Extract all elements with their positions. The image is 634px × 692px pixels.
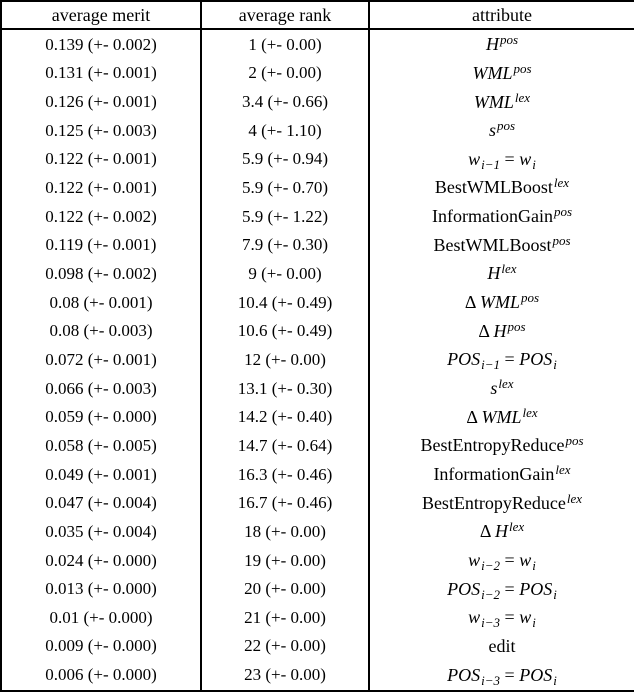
attribute-cell [369,460,634,489]
rank-cell: 19 (+- 0.00) [201,546,369,575]
attribute-segment: = [500,607,520,628]
merit-cell: 0.122 (+- 0.001) [1,174,201,203]
merit-cell: 0.08 (+- 0.003) [1,317,201,346]
attribute-segment: i−3 [481,615,501,631]
table-header [1,1,634,29]
rank-cell: 10.4 (+- 0.49) [201,288,369,317]
attribute-segment: POS [519,578,553,599]
attribute-segment: lex [555,462,571,478]
attribute-segment: i−2 [481,586,501,602]
attribute-segment: i [532,558,536,573]
attribute-segment: pos [552,232,571,248]
table-row [1,546,634,575]
merit-cell: 0.035 (+- 0.004) [1,518,201,547]
table-row [1,116,634,145]
table-row [1,59,634,88]
attribute-cell [369,374,634,403]
rank-cell: 21 (+- 0.00) [201,603,369,632]
merit-cell: 0.119 (+- 0.001) [1,231,201,260]
attribute-segment: InformationGain [431,206,553,227]
attribute-segment: s [490,378,498,399]
table-row [1,317,634,346]
attribute-segment: i−3 [481,672,501,688]
attribute-segment: lex [501,261,517,277]
attribute-segment: pos [565,433,584,449]
rank-cell: 10.6 (+- 0.49) [201,317,369,346]
rank-cell: 14.7 (+- 0.64) [201,432,369,461]
table-row [1,518,634,547]
attribute-segment: i [532,156,536,172]
attribute-segment: lex [522,404,538,420]
attribute-cell [369,518,634,547]
attribute-segment: lex [498,376,514,392]
table-row [1,403,634,432]
rank-cell: 1 (+- 0.00) [201,29,369,59]
attribute-segment: pos [496,118,516,134]
table-row [1,88,634,117]
merit-cell: 0.006 (+- 0.000) [1,661,201,691]
attribute-cell [369,174,634,203]
attribute-cell [369,231,634,260]
attribute-segment: i [553,672,557,688]
attribute-segment: Δ [478,320,494,341]
attribute-segment: pos [499,32,519,47]
attribute-segment: pos [521,290,540,306]
attribute-segment: BestWMLBoost [433,234,552,255]
rank-cell: 4 (+- 1.10) [201,116,369,145]
header-average-rank: average rank [201,1,369,29]
merit-cell: 0.072 (+- 0.001) [1,346,201,375]
merit-cell: 0.013 (+- 0.000) [1,575,201,604]
table-row [1,29,634,59]
header-row [1,1,634,29]
attribute-segment: BestEntropyReduce [420,435,565,456]
attribute-segment: i−1 [481,156,501,172]
rank-cell: 5.9 (+- 1.22) [201,202,369,231]
attribute-segment: i [532,615,536,631]
attribute-segment: POS [447,578,481,599]
rank-cell: 7.9 (+- 0.30) [201,231,369,260]
attribute-segment: w [519,550,532,570]
attribute-segment: lex [553,175,570,191]
rank-cell: 12 (+- 0.00) [201,346,369,375]
attribute-segment: w [519,607,532,628]
table-row [1,260,634,289]
attribute-cell [369,88,634,117]
attribute-segment: POS [519,664,553,685]
table-row [1,174,634,203]
attribute-segment: w [468,607,481,628]
attribute-cell [369,546,634,575]
attribute-segment: InformationGain [433,464,555,485]
attribute-segment: pos [513,60,532,76]
table-row [1,603,634,632]
rank-cell: 18 (+- 0.00) [201,518,369,547]
attribute-segment: w [468,550,481,570]
merit-cell: 0.058 (+- 0.005) [1,432,201,461]
table-row [1,489,634,518]
attribute-segment: BestEntropyReduce [421,492,566,513]
attribute-segment: = [500,664,520,685]
attribute-segment: i−2 [481,558,501,573]
attribute-segment: lex [514,89,531,105]
rank-cell: 16.3 (+- 0.46) [201,460,369,489]
attribute-segment: s [488,120,496,141]
attribute-segment: lex [566,490,583,506]
attribute-segment: H [493,320,507,341]
merit-cell: 0.009 (+- 0.000) [1,632,201,661]
attribute-segment: Δ [464,292,481,313]
attribute-cell [369,317,634,346]
table-row [1,575,634,604]
attribute-segment: H [487,263,501,284]
header-attribute: attribute [369,1,634,29]
rank-cell: 14.2 (+- 0.40) [201,403,369,432]
attribute-cell [369,346,634,375]
attribute-segment: WML [473,91,514,112]
attribute-segment: POS [447,349,481,370]
merit-cell: 0.024 (+- 0.000) [1,546,201,575]
rank-cell: 16.7 (+- 0.46) [201,489,369,518]
attribute-segment: pos [553,204,573,220]
rank-cell: 23 (+- 0.00) [201,661,369,691]
table-row [1,346,634,375]
attribute-segment: = [500,349,520,370]
rank-cell: 20 (+- 0.00) [201,575,369,604]
merit-cell: 0.126 (+- 0.001) [1,88,201,117]
attribute-cell [369,29,634,59]
attribute-segment: WML [480,292,521,313]
attribute-segment: WML [481,406,522,427]
merit-cell: 0.098 (+- 0.002) [1,260,201,289]
attribute-cell [369,59,634,88]
attribute-segment: i [553,357,557,373]
attribute-cell [369,489,634,518]
merit-cell: 0.131 (+- 0.001) [1,59,201,88]
attribute-cell [369,403,634,432]
table-row [1,231,634,260]
attribute-cell [369,575,634,604]
rank-cell: 5.9 (+- 0.94) [201,145,369,174]
attribute-cell [369,632,634,661]
attribute-segment: w [519,148,532,169]
attribute-cell [369,288,634,317]
table-row [1,288,634,317]
attribute-segment: Δ [479,521,495,542]
attribute-cell [369,260,634,289]
table-row [1,374,634,403]
table-row [1,145,634,174]
attribute-cell [369,202,634,231]
rank-cell: 13.1 (+- 0.30) [201,374,369,403]
attribute-segment: i [553,586,557,602]
table-row [1,632,634,661]
attribute-cell [369,432,634,461]
attribute-cell [369,116,634,145]
attribute-segment: BestWMLBoost [434,177,553,198]
attribute-cell [369,661,634,691]
table-row [1,661,634,691]
table-row [1,460,634,489]
merit-cell: 0.049 (+- 0.001) [1,460,201,489]
attribute-segment: H [485,34,499,54]
attribute-segment: WML [472,62,513,83]
rank-cell: 22 (+- 0.00) [201,632,369,661]
merit-cell: 0.139 (+- 0.002) [1,29,201,59]
merit-cell: 0.01 (+- 0.000) [1,603,201,632]
attribute-segment: POS [447,664,481,685]
attribute-segment: H [494,521,508,542]
rank-cell: 5.9 (+- 0.70) [201,174,369,203]
merit-cell: 0.059 (+- 0.000) [1,403,201,432]
attribute-segment: pos [507,318,526,334]
attribute-segment: = [500,148,520,169]
attribute-segment: i−1 [481,357,501,373]
rank-cell: 9 (+- 0.00) [201,260,369,289]
attribute-segment: Δ [466,406,482,427]
attribute-segment: POS [519,349,553,370]
rank-cell: 3.4 (+- 0.66) [201,88,369,117]
merit-cell: 0.122 (+- 0.002) [1,202,201,231]
attribute-segment: = [500,578,520,599]
table-row [1,202,634,231]
header-average-merit: average merit [1,1,201,29]
merit-cell: 0.122 (+- 0.001) [1,145,201,174]
merit-cell: 0.125 (+- 0.003) [1,116,201,145]
attribute-segment: lex [508,519,525,535]
attribute-segment: w [468,148,481,169]
merit-cell: 0.066 (+- 0.003) [1,374,201,403]
attribute-cell [369,603,634,632]
attribute-segment: = [500,550,520,570]
merit-cell: 0.08 (+- 0.001) [1,288,201,317]
rank-cell: 2 (+- 0.00) [201,59,369,88]
table-row [1,432,634,461]
attribute-segment: edit [488,635,516,656]
merit-cell: 0.047 (+- 0.004) [1,489,201,518]
table-body [1,29,634,691]
attribute-cell [369,145,634,174]
